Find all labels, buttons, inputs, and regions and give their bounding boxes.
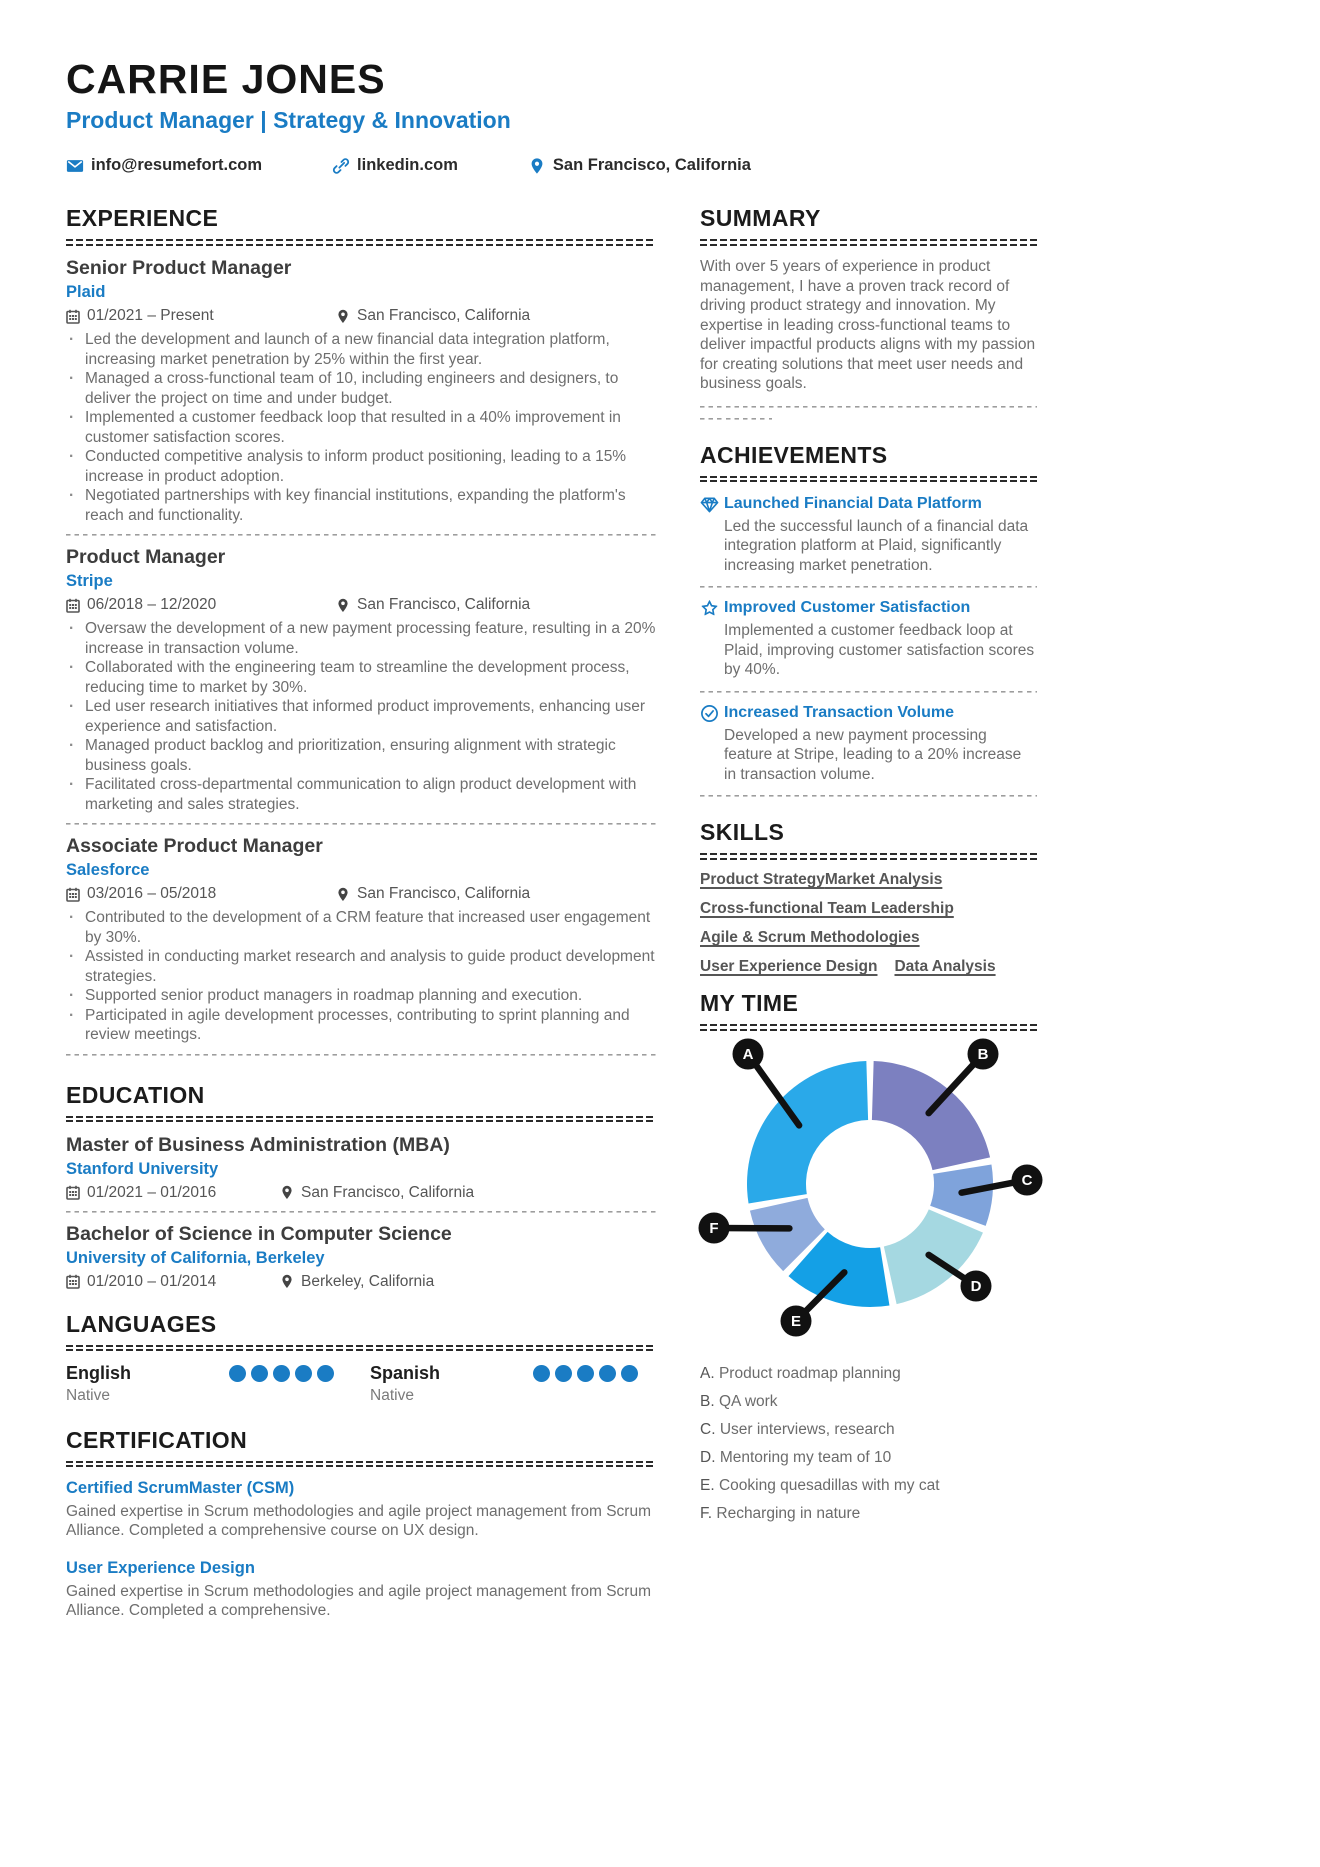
calendar-icon (66, 598, 80, 613)
mytime-legend (700, 1360, 1037, 1528)
bullet-item: · Led the development and launch of a new financial data integration platform, increasing market penetration by 25% within the first year. (66, 330, 656, 369)
chart-callout-letter: F (709, 1220, 719, 1238)
section-rule (700, 476, 1037, 483)
achievement-description: Developed a new payment processing feature at Stripe, leading to a 20% increase in transaction volume. (724, 726, 1022, 783)
item-separator (700, 586, 1037, 588)
bullet-item: · Negotiated partnerships with key financial institutions, expanding the platform's reach and functionality. (66, 486, 656, 525)
school-name: Stanford University (66, 1159, 219, 1178)
person-name: CARRIE JONES (66, 56, 386, 102)
education-entry (66, 1223, 656, 1291)
item-separator (66, 534, 656, 536)
item-separator (700, 691, 1037, 693)
skills-heading: SKILLS (700, 819, 785, 846)
legend-label: A. (700, 1365, 715, 1383)
header (66, 58, 1320, 175)
experience-heading: EXPERIENCE (66, 205, 219, 232)
language-item (66, 1363, 334, 1405)
email-text: info@resumefort.com (91, 156, 263, 175)
left-column (66, 205, 656, 1639)
bullet-item: · Facilitated cross-departmental communication to align product development with marketing and sales strategies. (66, 775, 656, 814)
legend-label: C. (700, 1421, 716, 1439)
education-location: Berkeley, California (301, 1272, 435, 1290)
bullet-item: · Collaborated with the engineering team to streamline the development process, reducing time to market by 30%. (66, 658, 656, 697)
company-name: Salesforce (66, 861, 150, 880)
level-dot (295, 1365, 312, 1382)
company-name: Plaid (66, 283, 106, 302)
company-name: Stripe (66, 572, 113, 591)
skill-item: Agile & Scrum Methodologies (700, 929, 920, 947)
language-level: Native (66, 1386, 110, 1404)
section-rule (66, 1116, 656, 1123)
level-dot (577, 1365, 594, 1382)
section-rule (66, 1345, 656, 1352)
level-dot (229, 1365, 246, 1382)
job-title: Senior Product Manager (66, 257, 292, 280)
gem-icon (700, 495, 719, 514)
certification-title: Certified ScrumMaster (CSM) (66, 1478, 295, 1497)
degree-title: Master of Business Administration (MBA) (66, 1133, 450, 1156)
section-rule (700, 853, 1037, 860)
certification-title: User Experience Design (66, 1558, 255, 1577)
job-entry (66, 257, 656, 525)
legend-text: User interviews, research (719, 1421, 895, 1439)
mytime-heading: MY TIME (700, 990, 799, 1017)
job-dates: 01/2021 – Present (87, 307, 214, 325)
email-icon (66, 157, 84, 175)
legend-label: E. (700, 1477, 715, 1495)
linkedin-link[interactable] (332, 156, 458, 175)
legend-item (700, 1416, 1037, 1444)
pin-icon (336, 887, 350, 902)
education-meta (66, 1184, 656, 1202)
location-text: San Francisco, California (552, 156, 751, 175)
level-dot (317, 1365, 334, 1382)
language-level: Native (370, 1386, 414, 1404)
pin-icon (280, 1274, 294, 1289)
summary-heading: SUMMARY (700, 205, 821, 232)
language-level-dots (229, 1365, 334, 1382)
language-level-dots (533, 1365, 638, 1382)
legend-item (700, 1500, 1037, 1528)
job-bullets (66, 908, 656, 1045)
languages-heading: LANGUAGES (66, 1310, 217, 1337)
summary-text: With over 5 years of experience in product management, I have a proven track record of driving product strategy and innovation. My expertise in leading cross-functional teams to deliver impactful products aligns with my passion for creating solutions that meet user needs and business goals. (700, 258, 1036, 393)
bullet-item: · Led user research initiatives that informed product improvements, enhancing user experience and satisfaction. (66, 697, 656, 736)
legend-text: Recharging in nature (716, 1505, 861, 1523)
level-dot (533, 1365, 550, 1382)
certification-heading: CERTIFICATION (66, 1426, 248, 1453)
job-dates: 06/2018 – 12/2020 (87, 596, 217, 614)
location-icon (528, 157, 546, 175)
bullet-item: · Supported senior product managers in roadmap planning and execution. (66, 986, 656, 1006)
item-separator (700, 406, 1037, 408)
legend-item (700, 1472, 1037, 1500)
chart-callout-letter: C (1021, 1172, 1033, 1190)
legend-text: QA work (718, 1393, 778, 1411)
calendar-icon (66, 1185, 80, 1200)
skill-item: Data Analysis (894, 958, 996, 976)
job-meta (66, 307, 656, 325)
bullet-item: · Participated in agile development processes, contributing to sprint planning and review meetings. (66, 1006, 656, 1045)
job-location: San Francisco, California (357, 596, 531, 614)
education-dates: 01/2010 – 01/2014 (87, 1272, 217, 1290)
bullet-item: · Managed product backlog and prioritization, ensuring alignment with strategic business goals. (66, 736, 656, 775)
bullet-item: · Contributed to the development of a CRM feature that increased user engagement by 30%. (66, 908, 656, 947)
legend-text: Product roadmap planning (718, 1365, 901, 1383)
certification-entry (66, 1559, 656, 1621)
certification-description: Gained expertise in Scrum methodologies and agile project management from Scrum Alliance. Completed a comprehensive. (66, 1582, 651, 1620)
bullet-item: · Assisted in conducting market research and analysis to guide product development strategies. (66, 947, 656, 986)
job-title: Associate Product Manager (66, 835, 323, 858)
item-separator-wrap (700, 418, 772, 420)
education-meta (66, 1273, 656, 1291)
achievement-entry (700, 598, 1037, 680)
donut-chart-svg (700, 1042, 1045, 1348)
chart-segment-B (872, 1061, 990, 1170)
item-separator (66, 823, 656, 825)
legend-item (700, 1444, 1037, 1472)
job-bullets (66, 619, 656, 814)
language-name: English (66, 1362, 132, 1383)
person-title: Product Manager | Strategy & Innovation (66, 107, 511, 134)
email-link[interactable] (66, 156, 262, 175)
job-location: San Francisco, California (357, 307, 531, 325)
skill-item: User Experience Design (700, 958, 878, 976)
legend-text: Mentoring my team of 10 (719, 1449, 892, 1467)
pin-icon (280, 1185, 294, 1200)
education-dates: 01/2021 – 01/2016 (87, 1183, 217, 1201)
degree-title: Bachelor of Science in Computer Science (66, 1222, 452, 1245)
job-entry (66, 835, 656, 1045)
education-location: San Francisco, California (301, 1183, 475, 1201)
legend-item (700, 1388, 1037, 1416)
achievement-description: Implemented a customer feedback loop at Plaid, improving customer satisfaction scores by 40%. (724, 622, 1035, 679)
certification-entry (66, 1479, 656, 1541)
section-rule (66, 239, 656, 246)
chart-callout-letter: B (977, 1046, 989, 1064)
job-meta (66, 885, 656, 903)
achievement-title: Launched Financial Data Platform (724, 494, 982, 512)
job-location: San Francisco, California (357, 885, 531, 903)
star-icon (700, 599, 719, 618)
job-bullets (66, 330, 656, 525)
legend-text: Cooking quesadillas with my cat (718, 1477, 940, 1495)
mytime-donut-chart (700, 1042, 1045, 1348)
job-meta (66, 596, 656, 614)
section-rule (66, 1461, 656, 1468)
legend-label: F. (700, 1505, 713, 1523)
pin-icon (336, 598, 350, 613)
skill-item: Cross-functional Team Leadership (700, 900, 954, 918)
level-dot (273, 1365, 290, 1382)
legend-item (700, 1360, 1037, 1388)
language-name: Spanish (370, 1362, 441, 1383)
chart-callout-letter: A (742, 1046, 754, 1064)
legend-label: D. (700, 1449, 716, 1467)
job-dates: 03/2016 – 05/2018 (87, 885, 217, 903)
level-dot (555, 1365, 572, 1382)
calendar-icon (66, 1274, 80, 1289)
bullet-item: · Implemented a customer feedback loop that resulted in a 40% improvement in customer satisfaction scores. (66, 408, 656, 447)
achievement-title: Increased Transaction Volume (724, 703, 955, 721)
school-name: University of California, Berkeley (66, 1248, 325, 1267)
check-circle-icon (700, 704, 719, 723)
bullet-item: · Oversaw the development of a new payment processing feature, resulting in a 20% increase in transaction volume. (66, 619, 656, 658)
education-entry (66, 1134, 656, 1202)
location-item (528, 156, 751, 175)
legend-label: B. (700, 1393, 715, 1411)
item-separator (700, 795, 1037, 797)
right-column (700, 205, 1037, 1639)
contact-row (66, 156, 1320, 175)
achievement-description: Led the successful launch of a financial data integration platform at Plaid, significantly increasing market penetration. (724, 517, 1029, 574)
calendar-icon (66, 887, 80, 902)
bullet-item: · Managed a cross-functional team of 10, including engineers and designers, to deliver the project on time and under budget. (66, 369, 656, 408)
skill-item: Market Analysis (824, 871, 943, 889)
job-entry (66, 546, 656, 814)
section-rule (700, 239, 1037, 246)
achievement-title: Improved Customer Satisfaction (724, 599, 971, 617)
language-item (370, 1363, 638, 1405)
level-dot (621, 1365, 638, 1382)
achievement-entry (700, 494, 1037, 576)
chart-callout-letter: D (970, 1278, 982, 1296)
chart-callout-letter: E (790, 1313, 802, 1331)
level-dot (599, 1365, 616, 1382)
education-heading: EDUCATION (66, 1081, 205, 1108)
linkedin-text: linkedin.com (357, 156, 458, 175)
link-icon (332, 157, 350, 175)
achievement-entry (700, 703, 1037, 785)
pin-icon (336, 309, 350, 324)
achievements-heading: ACHIEVEMENTS (700, 441, 888, 468)
section-rule (700, 1024, 1037, 1031)
bullet-item: · Conducted competitive analysis to inform product positioning, leading to a 15% increase in product adoption. (66, 447, 656, 486)
level-dot (251, 1365, 268, 1382)
skill-item: Product Strategy (700, 871, 825, 889)
calendar-icon (66, 309, 80, 324)
certification-description: Gained expertise in Scrum methodologies and agile project management from Scrum Alliance. Completed a comprehensive course on UX design. (66, 1502, 651, 1540)
item-separator (66, 1054, 656, 1056)
languages-row (66, 1363, 656, 1405)
item-separator (66, 1211, 656, 1213)
job-title: Product Manager (66, 546, 226, 569)
